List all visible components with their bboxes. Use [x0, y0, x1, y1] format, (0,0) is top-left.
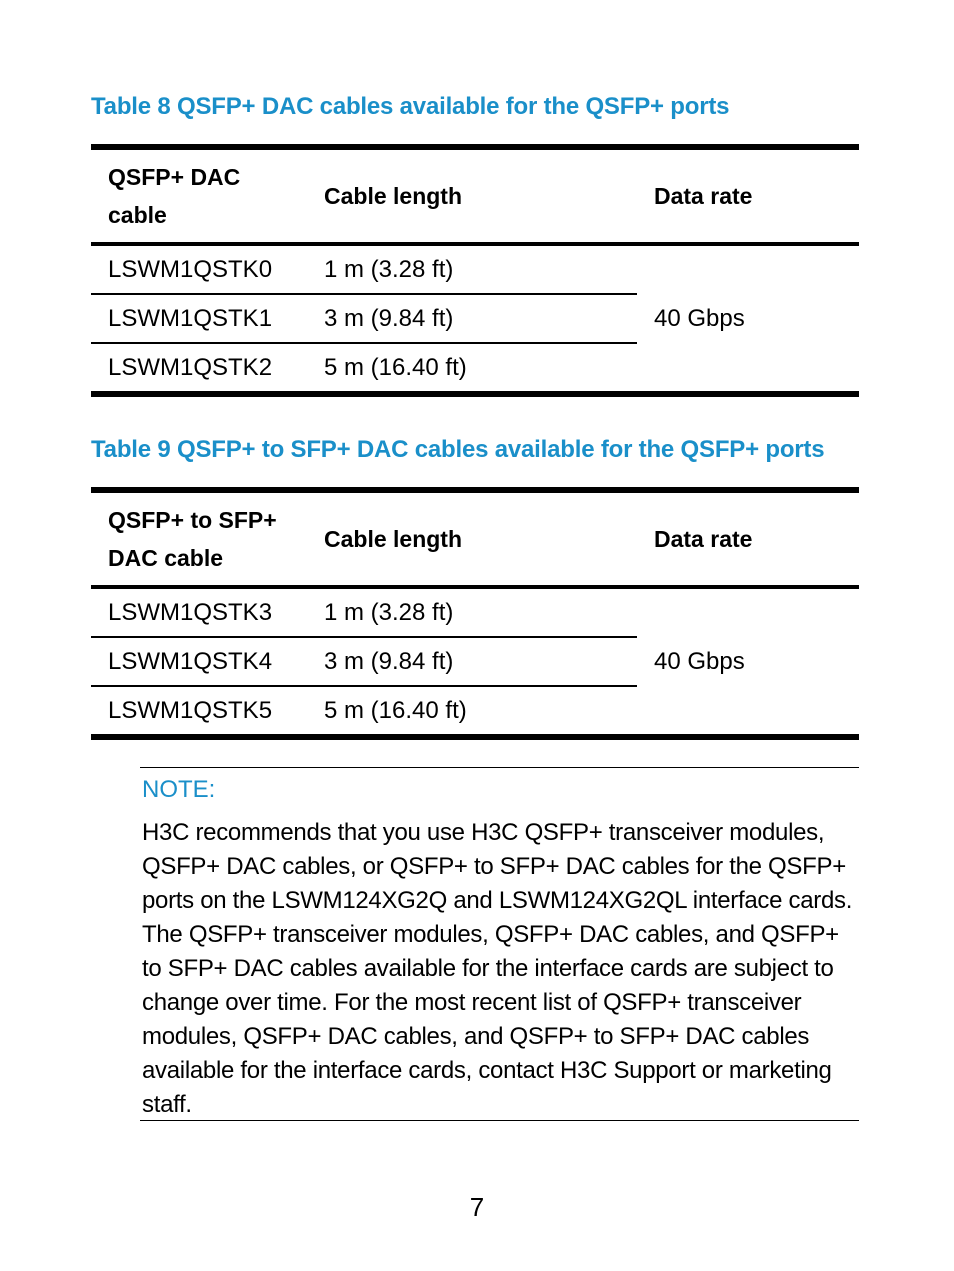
cable-length: 5 m (16.40 ft) [307, 686, 637, 737]
cable-model: LSWM1QSTK2 [91, 343, 307, 394]
table-8 [91, 144, 859, 397]
table-header-row [91, 490, 859, 587]
cable-model: LSWM1QSTK5 [91, 686, 307, 737]
table-9-caption: Table 9 QSFP+ to SFP+ DAC cables available for the QSFP+ ports [91, 436, 825, 463]
column-header-length: Cable length [307, 147, 637, 244]
cable-model: LSWM1QSTK3 [91, 587, 307, 637]
column-header-rate: Data rate [637, 147, 859, 244]
column-header-rate: Data rate [637, 490, 859, 587]
note-body: H3C recommends that you use H3C QSFP+ transceiver modules, QSFP+ DAC cables, or QSFP+ to SFP+ DAC cables for the QSFP+ ports on the LSWM124XG2Q and LSWM124XG2QL interface cards. The QSFP+ transceiver modules, QSFP+ DAC cables, and QSFP+ to SFP+ DAC cables available for the interface cards are subject to change over time. For the most recent list of QSFP+ transceiver modules, QSFP+ DAC cables, and QSFP+ to SFP+ DAC cables available for the interface cards, contact H3C Support or marketing staff. [142, 819, 853, 1118]
cable-length: 1 m (3.28 ft) [307, 587, 637, 637]
column-header-cable: QSFP+ DAC cable [91, 147, 307, 244]
table-9 [91, 487, 859, 740]
table-row [91, 244, 859, 294]
column-header-length: Cable length [307, 490, 637, 587]
cable-length: 3 m (9.84 ft) [307, 637, 637, 686]
table-row [91, 587, 859, 637]
table-8-caption: Table 8 QSFP+ DAC cables available for the QSFP+ ports [91, 93, 730, 120]
table-header-row [91, 147, 859, 244]
column-header-cable: QSFP+ to SFP+ DAC cable [91, 490, 307, 587]
cable-model: LSWM1QSTK4 [91, 637, 307, 686]
cable-length: 1 m (3.28 ft) [307, 244, 637, 294]
cable-model: LSWM1QSTK1 [91, 294, 307, 343]
cable-length: 5 m (16.40 ft) [307, 343, 637, 394]
page-number: 7 [469, 1192, 485, 1222]
data-rate: 40 Gbps [637, 587, 859, 737]
note-box [140, 767, 859, 1121]
data-rate: 40 Gbps [637, 244, 859, 394]
cable-model: LSWM1QSTK0 [91, 244, 307, 294]
note-title: NOTE: [142, 776, 216, 803]
cable-length: 3 m (9.84 ft) [307, 294, 637, 343]
